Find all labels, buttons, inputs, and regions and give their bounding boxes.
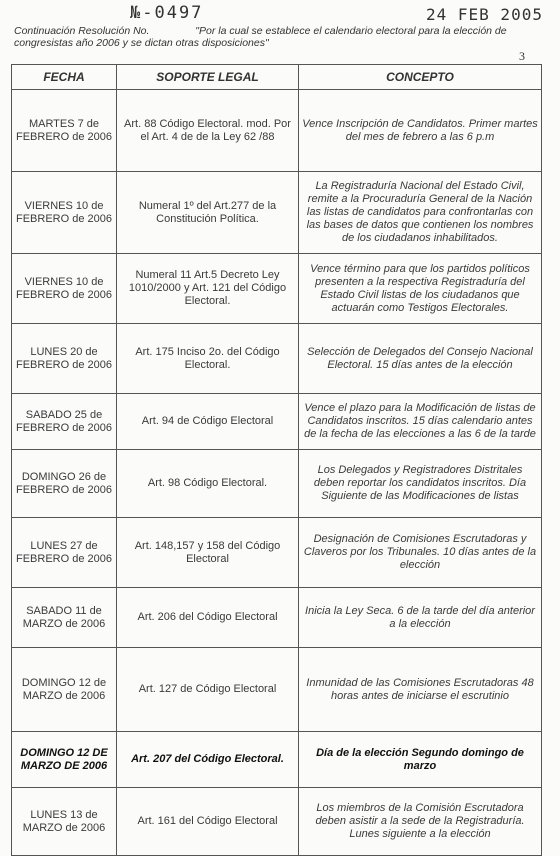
cell-soporte-legal: Numeral 11 Art.5 Decreto Ley 1010/2000 y Art. 121 del Código Electoral. xyxy=(117,254,299,324)
cell-concepto: Inmunidad de las Comisiones Escrutadoras 48 horas antes de iniciarse el escrutinio xyxy=(299,648,542,732)
cell-soporte-legal: Art. 206 del Código Electoral xyxy=(117,588,299,648)
cell-fecha: DOMINGO 12 DE MARZO DE 2006 xyxy=(12,732,117,788)
table-row xyxy=(12,394,542,450)
cell-concepto: Designación de Comisiones Escrutadoras y Claveros por los Tribunales. 10 días antes de la elección xyxy=(299,518,542,588)
cell-concepto: Selección de Delegados del Consejo Nacional Electoral. 15 días antes de la elección xyxy=(299,324,542,394)
table-row xyxy=(12,90,542,172)
cell-fecha: LUNES 20 de FEBRERO de 2006 xyxy=(12,324,117,394)
table-row xyxy=(12,518,542,588)
date-stamp: 24 FEB 2005 xyxy=(426,5,543,24)
cell-fecha: LUNES 27 de FEBRERO de 2006 xyxy=(12,518,117,588)
cell-fecha: VIERNES 10 de FEBRERO de 2006 xyxy=(12,254,117,324)
cell-concepto: Los miembros de la Comisión Escrutadora deben asistir a la sede de la Registraduría. Lunes siguiente a la elección xyxy=(299,788,542,856)
column-header-fecha: FECHA xyxy=(12,65,117,90)
table-row xyxy=(12,324,542,394)
cell-soporte-legal: Art. 148,157 y 158 del Código Electoral xyxy=(117,518,299,588)
resolution-label: Continuación Resolución No. xyxy=(14,25,150,37)
cell-soporte-legal: Art. 88 Código Electoral. mod. Por el Art. 4 de de la Ley 62 /88 xyxy=(117,90,299,172)
cell-soporte-legal: Art. 94 de Código Electoral xyxy=(117,394,299,450)
cell-concepto: Vence Inscripción de Candidatos. Primer martes del mes de febrero a las 6 p.m xyxy=(299,90,542,172)
cell-soporte-legal: Numeral 1º del Art.277 de la Constitución Política. xyxy=(117,172,299,254)
cell-concepto: Inicia la Ley Seca. 6 de la tarde del día anterior a la elección xyxy=(299,588,542,648)
cell-fecha: SABADO 11 de MARZO de 2006 xyxy=(12,588,117,648)
cell-soporte-legal: Art. 161 del Código Electoral xyxy=(117,788,299,856)
cell-fecha: DOMINGO 12 de MARZO de 2006 xyxy=(12,648,117,732)
cell-soporte-legal: Art. 127 de Código Electoral xyxy=(117,648,299,732)
cell-concepto: Los Delegados y Registradores Distritales deben reportar los candidatos inscritos. Día Siguiente de las Modificaciones de listas xyxy=(299,450,542,518)
page-number: 3 xyxy=(519,49,525,63)
table-header-row xyxy=(12,65,542,90)
cell-fecha: SABADO 25 de FEBRERO de 2006 xyxy=(12,394,117,450)
document-number-stamp: №-0497 xyxy=(130,3,204,23)
cell-concepto: Día de la elección Segundo domingo de marzo xyxy=(299,732,542,788)
table-row xyxy=(12,588,542,648)
cell-fecha: VIERNES 10 de FEBRERO de 2006 xyxy=(12,172,117,254)
table-row xyxy=(12,172,542,254)
column-header-soporte-legal: SOPORTE LEGAL xyxy=(117,65,299,90)
document-header xyxy=(14,25,544,49)
cell-soporte-legal: Art. 207 del Código Electoral. xyxy=(117,732,299,788)
table-row xyxy=(12,450,542,518)
electoral-calendar-table xyxy=(11,64,542,856)
resolution-title: "Por la cual se establece el calendario electoral para la elección de congresistas año 2006 y se dictan otras disposiciones" xyxy=(14,25,507,49)
cell-concepto: Vence el plazo para la Modificación de listas de Candidatos inscritos. 15 días calendario antes de la fecha de las elecciones a las 6 de la tarde xyxy=(299,394,542,450)
cell-concepto: La Registraduría Nacional del Estado Civil, remite a la Procuraduría General de la Nación las listas de candidatos para confrontarlas con las bases de datos que contienen los nombres de los ciudadanos inhabilitados. xyxy=(299,172,542,254)
table-row xyxy=(12,254,542,324)
cell-concepto: Vence término para que los partidos políticos presenten a la respectiva Registraduría del Estado Civil listas de los ciudadanos que actuarán como Testigos Electorales. xyxy=(299,254,542,324)
cell-soporte-legal: Art. 175 Inciso 2o. del Código Electoral. xyxy=(117,324,299,394)
cell-fecha: LUNES 13 de MARZO de 2006 xyxy=(12,788,117,856)
table-row xyxy=(12,732,542,788)
table-row xyxy=(12,788,542,856)
column-header-concepto: CONCEPTO xyxy=(299,65,542,90)
table-row xyxy=(12,648,542,732)
cell-soporte-legal: Art. 98 Código Electoral. xyxy=(117,450,299,518)
cell-fecha: MARTES 7 de FEBRERO de 2006 xyxy=(12,90,117,172)
cell-fecha: DOMINGO 26 de FEBRERO de 2006 xyxy=(12,450,117,518)
